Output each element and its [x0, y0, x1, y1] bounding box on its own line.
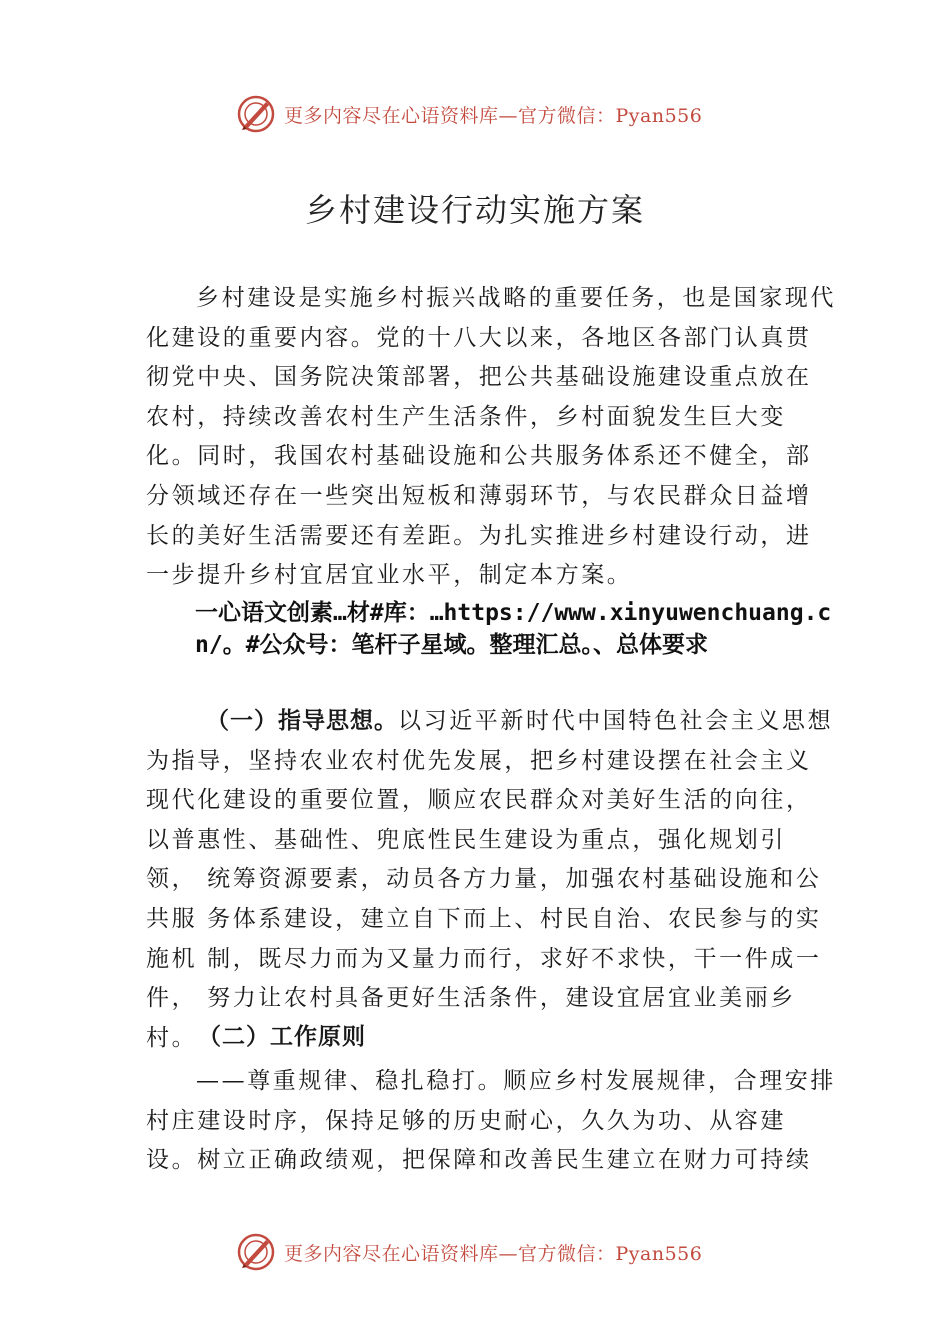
- pen-logo-icon: [236, 1232, 276, 1272]
- banner-text: 更多内容尽在心语资料库—官方微信：Pyan556: [284, 1242, 703, 1265]
- intro-paragraph: 乡村建设是实施乡村振兴战略的重要任务，也是国家现代化建设的重要内容。党的十八大以来，各地区各部门认真贯彻党中央、国务院决策部署，把公共基础设施建设重点放在农村，持续改善农村生产生活条件，乡村面貌发生巨大变化。同时，我国农村基础设施和公共服务体系还不健全，部分领域还存在一些突出短板和薄弱环节，与农民群众日益增长的美好生活需要还有差距。为扎实推进乡村建设行动，进一步提升乡村宜居宜业水平，制定本方案。: [146, 285, 836, 589]
- section-body: 以习近平新时代中国特色社会主义思想为指导，坚持农业农村优先发展，把乡村建设摆在社会主义现代化建设的重要位置，顺应农民群众对美好生活的向往，以普惠性、基础性、兜底性民生建设为重点，强化规划引领， 统筹资源要素，动员各方力量，加强农村基础设施和公共服 务体系建设，建立自下而上、村民自治、农民参与的实施机 制，既尽力而为又量力而行，求好不求快，干一件成一件， 努力让农村具备更好生活条件，建设宜居宜业美丽乡村。: [146, 708, 834, 1051]
- wechat-id: Pyan556: [615, 1242, 703, 1265]
- section-heading: （一）指导思想。: [206, 708, 398, 734]
- watermark-ad-line: 一心语文创素…材#库：…https://www.xinyuwenchuang.cn/。#公众号：笔杆子星域。整理汇总。、总体要求: [195, 600, 832, 658]
- section-work-principles-heading: （二）工作原则: [198, 1024, 366, 1050]
- section-work-principles-body: ——尊重规律、稳扎稳打。顺应乡村发展规律，合理安排村庄建设时序，保持足够的历史耐心，久久为功、从容建设。树立正确政绩观，把保障和改善民生建立在财力可持续: [146, 1068, 836, 1174]
- footer-banner[interactable]: [236, 1230, 702, 1274]
- wechat-id: Pyan556: [615, 104, 703, 127]
- header-banner[interactable]: [236, 92, 702, 136]
- document-title: 乡村建设行动实施方案: [304, 191, 645, 229]
- pen-logo-icon: [236, 94, 276, 134]
- section-guiding-ideology: [146, 702, 836, 1058]
- banner-text: 更多内容尽在心语资料库—官方微信：Pyan556: [284, 104, 703, 127]
